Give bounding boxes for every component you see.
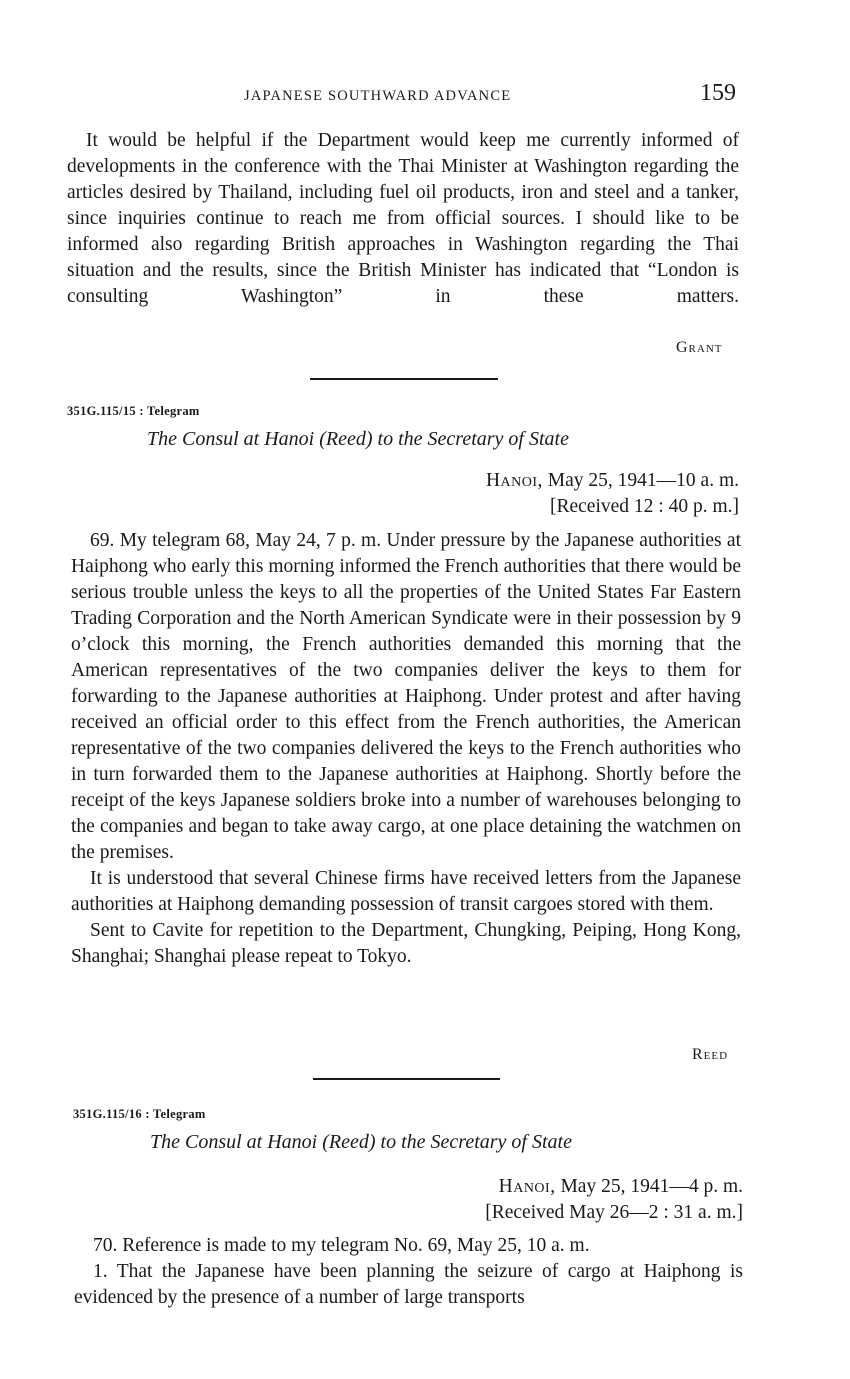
paragraph: 69. My telegram 68, May 24, 7 p. m. Under pressure by the Japanese authorities at Haiphong who early this morning informed the French authorities that there would be serious trouble unless the keys to all the properties of the United States Far Eastern Trading Corporation and the North American Syndicate were in their possession by 9 o’clock this morning, the French authorities demanded this morning that the American representatives of the two companies deliver the keys to them for forwarding to the Japanese authorities at Haiphong. Under protest and after having received an official order to this effect from the French authorities, the American representative of the two companies delivered the keys to the French authorities who in turn forwarded them to the Japanese authorities at Haiphong. Shortly before the receipt of the keys Japanese soldiers broke into a number of warehouses belonging to the companies and began to take away cargo, at one place detaining the watchmen on the premises. xyxy=(71,530,741,863)
dateline-place: Hanoi, xyxy=(498,1176,556,1197)
section-divider xyxy=(310,378,498,380)
signature-reed: Reed xyxy=(692,1046,729,1063)
paragraph: Sent to Cavite for repetition to the Department, Chungking, Peiping, Hong Kong, Shanghai; Shanghai please repeat to Tokyo. xyxy=(71,920,741,967)
signature-grant: Grant xyxy=(676,339,723,356)
dateline-place: Hanoi, xyxy=(485,470,543,491)
telegram-69-body xyxy=(71,528,741,970)
page-number: 159 xyxy=(700,80,736,106)
paragraph: 70. Reference is made to my telegram No. 69, May 25, 10 a. m. xyxy=(93,1235,590,1256)
dateline xyxy=(485,1174,743,1226)
running-head: JAPANESE SOUTHWARD ADVANCE xyxy=(244,88,512,104)
document-heading: The Consul at Hanoi (Reed) to the Secretary of State xyxy=(147,428,569,450)
dateline-date: May 25, 1941—10 a. m. xyxy=(547,470,739,491)
paragraph: It is understood that several Chinese firms have received letters from the Japanese authorities at Haiphong demanding possession of transit cargoes stored with them. xyxy=(71,868,741,915)
dateline xyxy=(486,468,739,520)
received-note: [Received 12 : 40 p. m.] xyxy=(550,496,739,517)
file-reference: 351G.115/16 : Telegram xyxy=(73,1107,206,1121)
section-divider xyxy=(313,1078,500,1080)
received-note: [Received May 26—2 : 31 a. m.] xyxy=(485,1202,743,1223)
telegram-70-body xyxy=(74,1233,743,1311)
file-reference: 351G.115/15 : Telegram xyxy=(67,404,200,418)
dateline-date: May 25, 1941—4 p. m. xyxy=(560,1176,743,1197)
document-heading: The Consul at Hanoi (Reed) to the Secretary of State xyxy=(150,1131,572,1153)
paragraph: It would be helpful if the Department would keep me currently informed of developments in the conference with the Thai Minister at Washington regarding the articles desired by Thailand, including fuel oil products, iron and steel and a tanker, since inquiries continue to reach me from official sources. I should like to be informed also regarding British approaches in Washington regarding the Thai situation and the results, since the British Minister has indicated that “London is consulting Washington” in these matters. xyxy=(67,130,739,307)
paragraph: 1. That the Japanese have been planning the seizure of cargo at Haiphong is evidenced by the presence of a number of large transports xyxy=(74,1261,743,1308)
grant-telegram-body xyxy=(67,128,739,310)
